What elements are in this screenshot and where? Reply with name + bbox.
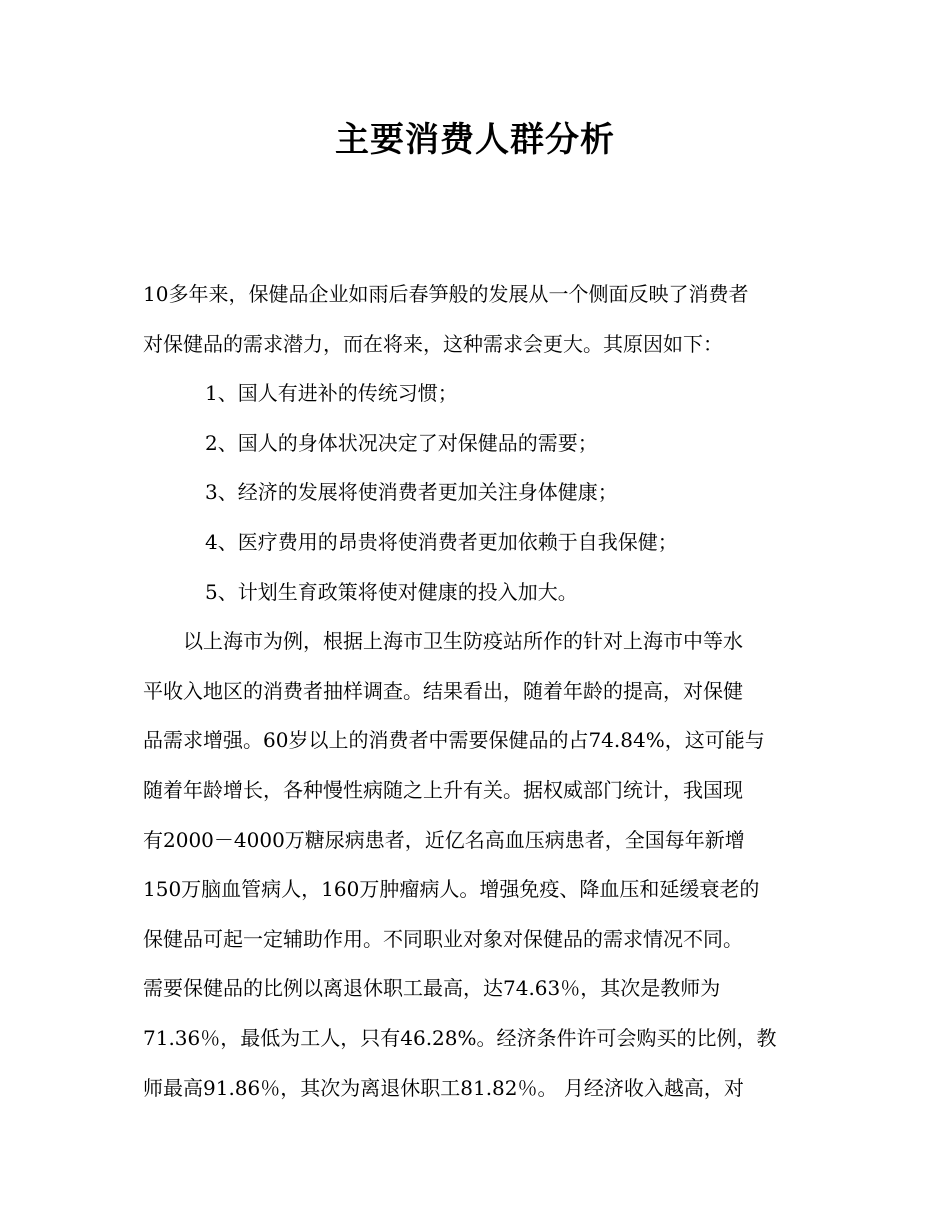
list-item: 3、经济的发展将使消费者更加关注身体健康； [205,480,618,505]
paragraph-line: 10多年来，保健品企业如雨后春笋般的发展从一个侧面反映了消费者 [143,282,749,306]
paragraph-line: 需要保健品的比例以离退休职工最高，达74.63％，其次是教师为 [143,976,721,1001]
paragraph-line: 150万脑血管病人，160万肿瘤病人。增强免疫、降血压和延缓衰老的 [143,877,760,902]
paragraph-line: 品需求增强。60岁以上的消费者中需要保健品的占74.84%，这可能与 [143,728,765,753]
page-title: 主要消费人群分析 [335,120,615,160]
list-item: 4、医疗费用的昂贵将使消费者更加依赖于自我保健； [205,529,678,554]
paragraph-line: 平收入地区的消费者抽样调查。结果看出，随着年龄的提高，对保健 [143,678,743,703]
list-item: 5、计划生育政策将使对健康的投入加大。 [205,579,578,604]
list-item: 1、国人有进补的传统习惯； [205,381,458,406]
paragraph-line: 随着年龄增长，各种慢性病随之上升有关。据权威部门统计，我国现 [143,777,743,802]
paragraph-line: 71.36％，最低为工人，只有46.28%。经济条件许可会购买的比例，教 [143,1025,777,1050]
paragraph-line: 有2000－4000万糖尿病患者，近亿名高血压病患者，全国每年新增 [143,827,745,852]
paragraph-line: 以上海市为例，根据上海市卫生防疫站所作的针对上海市中等水 [183,629,743,654]
paragraph-line: 师最高91.86％，其次为离退休职工81.82％。 月经济收入越高，对 [143,1075,744,1100]
list-item: 2、国人的身体状况决定了对保健品的需要； [205,430,598,455]
paragraph-line: 保健品可起一定辅助作用。不同职业对象对保健品的需求情况不同。 [143,926,743,951]
paragraph-line: 对保健品的需求潜力，而在将来，这种需求会更大。其原因如下： [143,331,723,356]
document-body [143,270,813,1113]
